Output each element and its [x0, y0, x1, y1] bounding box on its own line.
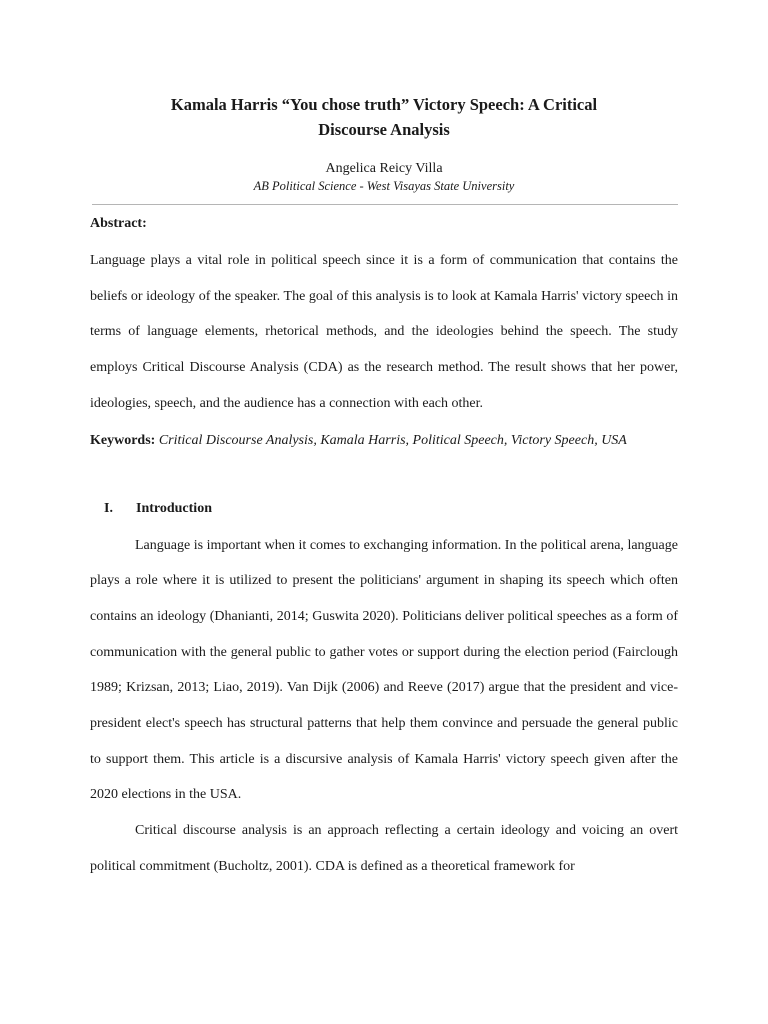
title-line-1: Kamala Harris “You chose truth” Victory Speech: A Critical — [170, 95, 598, 114]
intro-paragraph-2: Critical discourse analysis is an approach reflecting a certain ideology and voicing an overt political commitment (Bucholtz, 2001). CDA is defined as a theoretical framework for — [90, 823, 678, 874]
author-affiliation: AB Political Science - West Visayas State University — [253, 179, 515, 193]
keywords-list: Critical Discourse Analysis, Kamala Harris, Political Speech, Victory Speech, USA — [158, 432, 627, 448]
keywords-label: Keywords: — [90, 432, 156, 448]
author-name: Angelica Reicy Villa — [325, 161, 443, 176]
keywords — [90, 432, 678, 450]
section-heading-introduction — [90, 500, 678, 518]
section-number: I. — [104, 500, 113, 516]
section-title: Introduction — [136, 500, 212, 516]
header-divider — [92, 204, 678, 205]
abstract-text: Language plays a vital role in political speech since it is a form of communication that contains the beliefs or ideology of the speaker. The goal of this analysis is to look at Kamala Harris' victory speech in terms of language elements, rhetorical methods, and the ideologies behind the speech. The study employs Critical Discourse Analysis (CDA) as the research method. The result shows that her power, ideologies, speech, and the audience has a connection with each other. — [90, 253, 678, 411]
intro-paragraph-1: Language is important when it comes to exchanging information. In the political arena, language plays a role where it is utilized to present the politicians' argument in shaping its speech which often contains an ideology (Dhanianti, 2014; Guswita 2020). Politicians deliver political speeches as a form of communication with the general public to gather votes or support during the election period (Fairclough 1989; Krizsan, 2013; Liao, 2019). Van Dijk (2006) and Reeve (2017) argue that the president and vice-president elect's speech has structural patterns that help them convince and persuade the general public to support them. This article is a discursive analysis of Kamala Harris' victory speech given after the 2020 elections in the USA. — [90, 537, 678, 803]
abstract-heading: Abstract: — [90, 216, 147, 231]
title-line-2: Discourse Analysis — [318, 120, 450, 139]
paper-title — [90, 92, 678, 142]
